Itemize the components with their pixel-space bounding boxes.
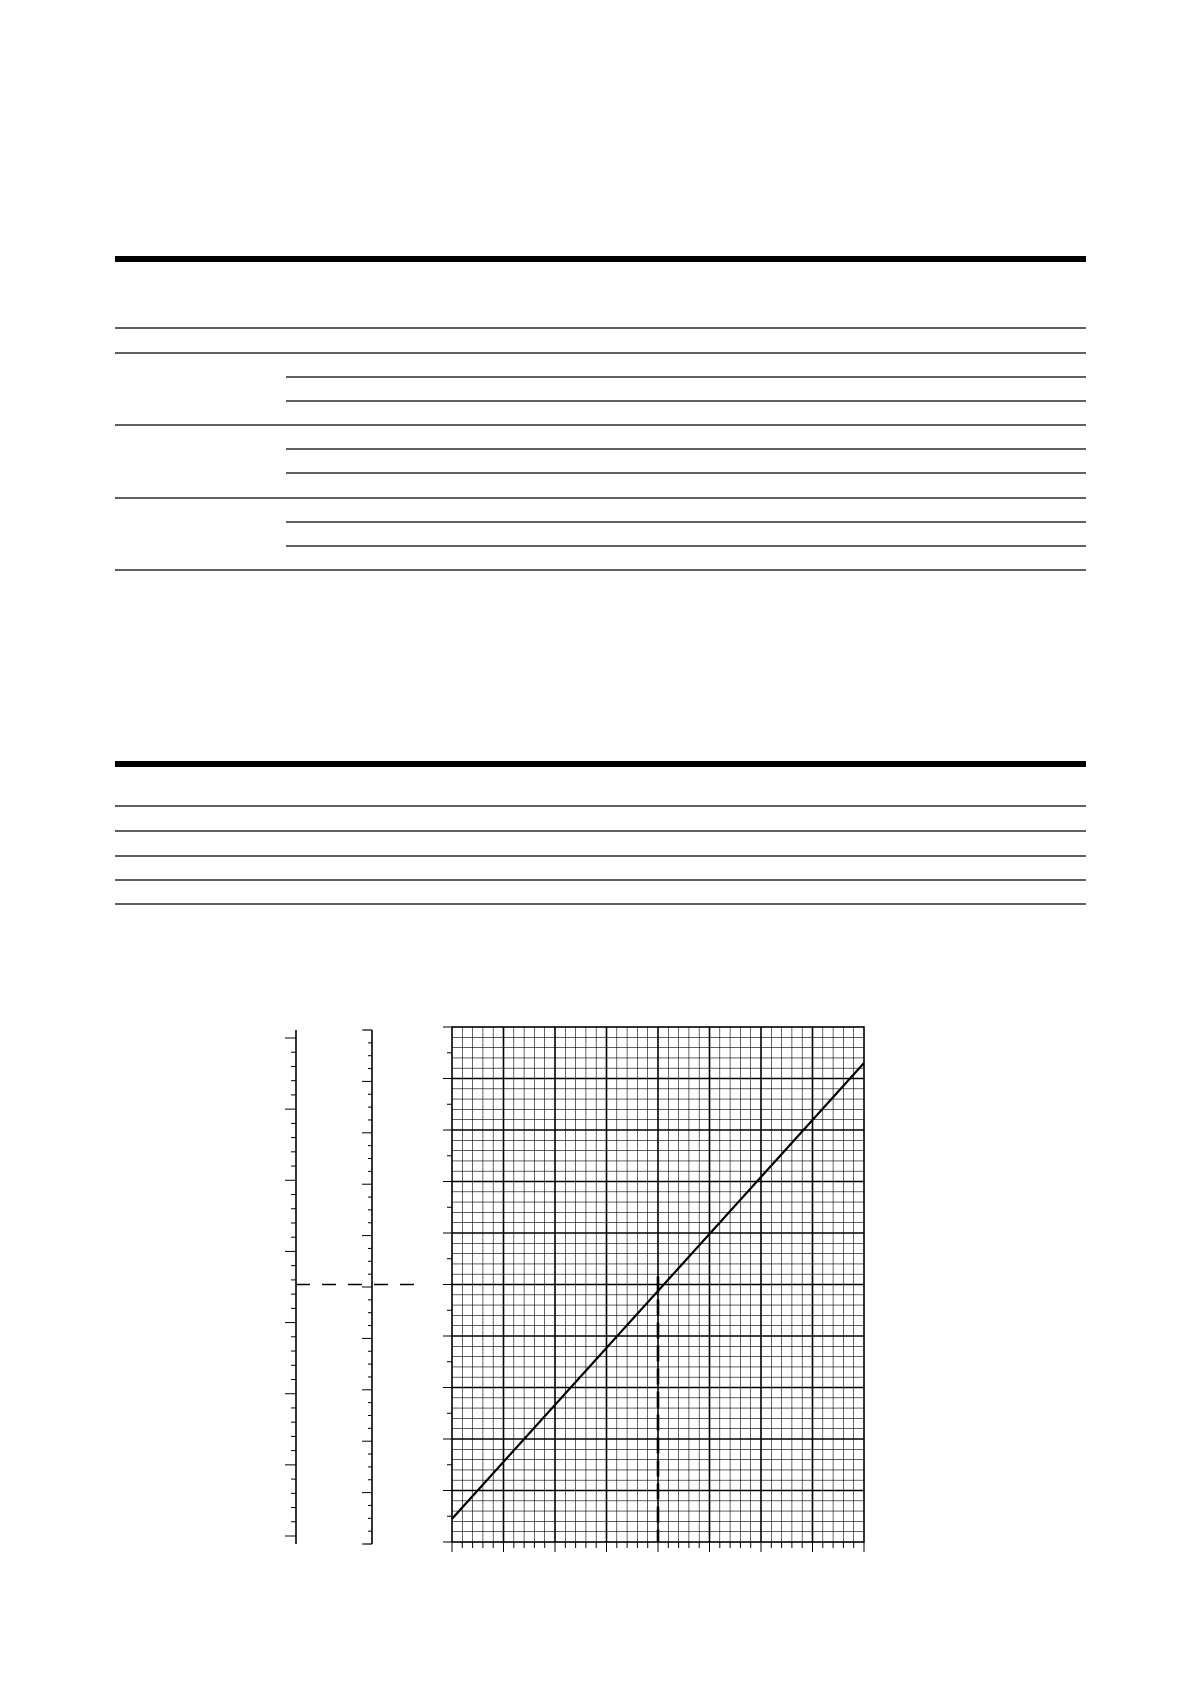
table-2-top-rule <box>115 761 1086 767</box>
scale-2 <box>362 1030 372 1544</box>
line-chart <box>443 1027 864 1552</box>
x-axis-ticks <box>452 1542 864 1552</box>
table-1 <box>115 256 1086 570</box>
table-1-top-rule <box>115 256 1086 262</box>
nomogram-figure <box>285 1027 864 1552</box>
scale-1 <box>285 1030 296 1544</box>
y-axis-ticks <box>443 1027 452 1542</box>
table-2 <box>115 761 1086 904</box>
